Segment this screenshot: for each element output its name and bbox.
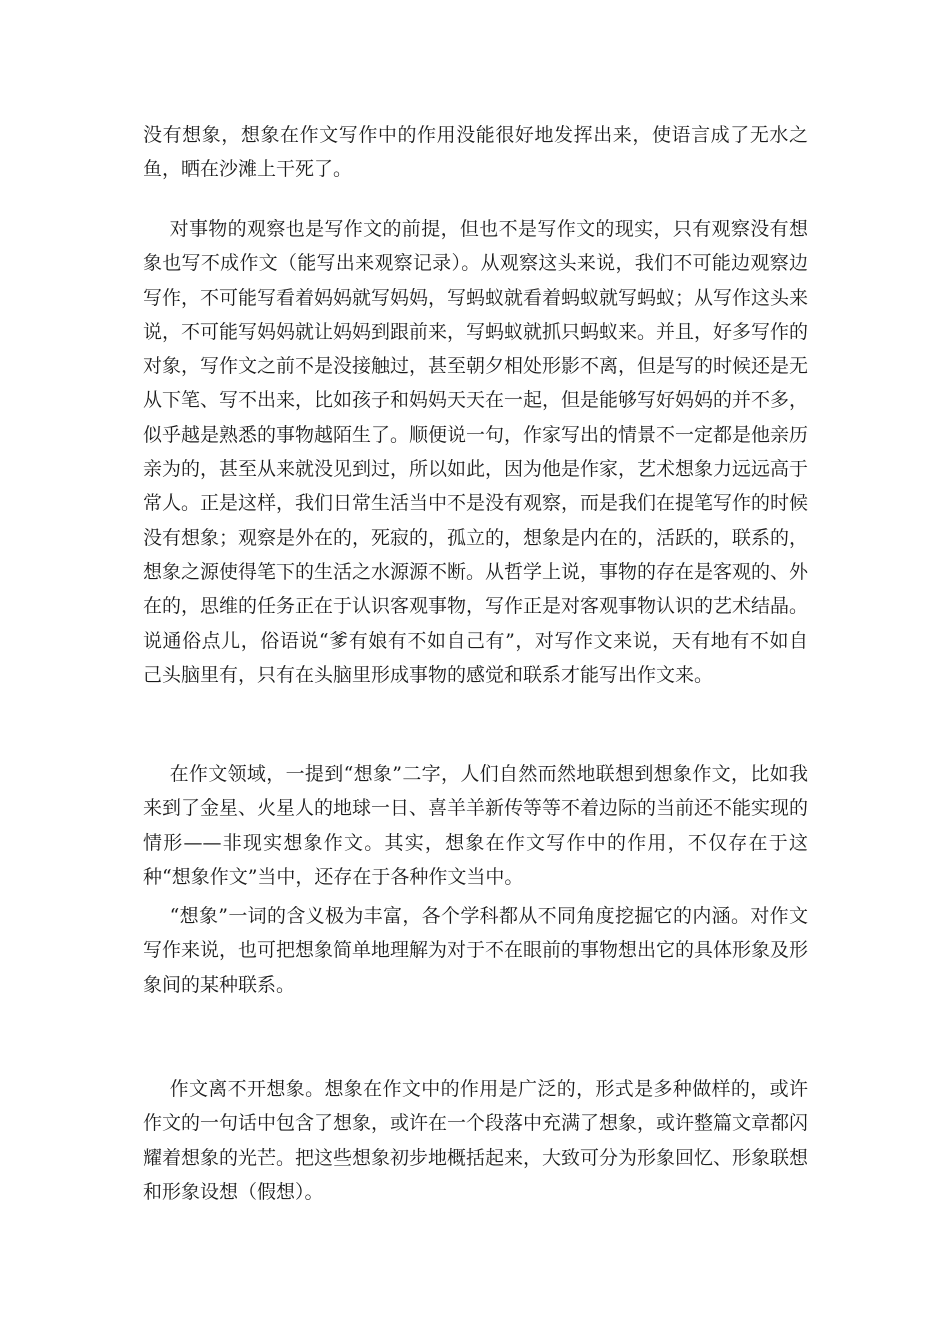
paragraph-5: 作文离不开想象。想象在作文中的作用是广泛的，形式是多种做样的，或许作文的一句话中包含了想象，或许在一个段落中充满了想象，或许整篇文章都闪耀着想象的光芒。把这些想象初步地概括起来，大致可分为形象回忆、形象联想和形象设想（假想）。 [143, 1078, 809, 1203]
paragraph-1: 没有想象，想象在作文写作中的作用没能很好地发挥出来，使语言成了无水之鱼，晒在沙滩上干死了。 [143, 124, 808, 181]
paragraph-3: 在作文领域，一提到“想象”二字，人们自然而然地联想到想象作文，比如我来到了金星、火星人的地球一日、喜羊羊新传等等不着边际的当前还不能实现的情形——非现实想象作文。其实，想象在作文写作中的作用，不仅存在于这种“想象作文”当中，还存在于各种作文当中。 [143, 763, 809, 888]
paragraph-4: “想象”一词的含义极为丰富，各个学科都从不同角度挖掘它的内涵。对作文写作来说，也可把想象简单地理解为对于不在眼前的事物想出它的具体形象及形象间的某种联系。 [143, 905, 809, 996]
paragraph-2: 对事物的观察也是写作文的前提，但也不是写作文的现实，只有观察没有想象也写不成作文（能写出来观察记录）。从观察这头来说，我们不可能边观察边写作，不可能写看着妈妈就写妈妈，写蚂蚁就看着蚂蚁就写蚂蚁；从写作这头来说，不可能写妈妈就让妈妈到跟前来，写蚂蚁就抓只蚂蚁来。并且，好多写作的对象，写作文之前不是没接触过，甚至朝夕相处形影不离，但是写的时候还是无从下笔、写不出来，比如孩子和妈妈天天在一起，但是能够写好妈妈的并不多，似乎越是熟悉的事物越陌生了。顺便说一句，作家写出的情景不一定都是他亲历亲为的，甚至从来就没见到过，所以如此，因为他是作家，艺术想象力远远高于常人。正是这样，我们日常生活当中不是没有观察，而是我们在提笔写作的时候没有想象；观察是外在的，死寂的，孤立的，想象是内在的，活跃的，联系的，想象之源使得笔下的生活之水源源不断。从哲学上说，事物的存在是客观的、外在的，思维的任务正在于认识客观事物，写作正是对客观事物认识的艺术结晶。说通俗点儿，俗语说“爹有娘有不如自己有”，对写作文来说，天有地有不如自己头脑里有，只有在头脑里形成事物的感觉和联系才能写出作文来。 [143, 218, 809, 686]
